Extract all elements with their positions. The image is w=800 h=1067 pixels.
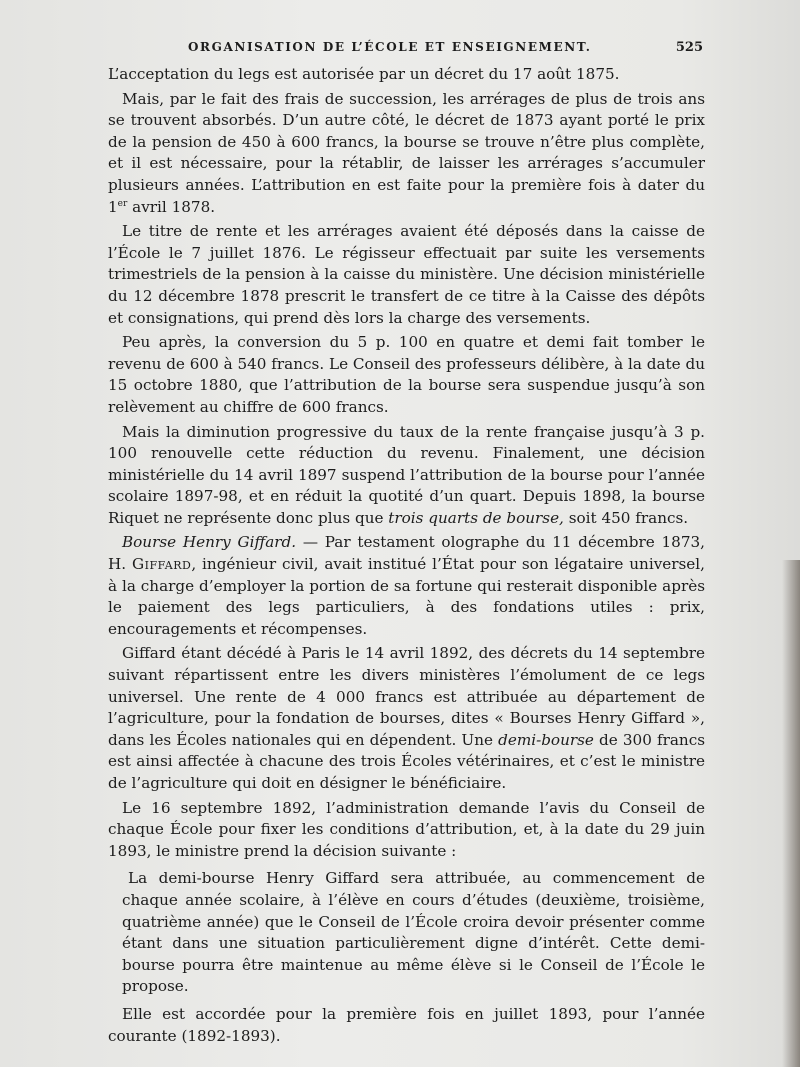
- ordinal-superscript: er: [117, 198, 128, 209]
- paragraph-4: Peu après, la conversion du 5 p. 100 en quatre et demi fait tomber le revenu de 600 à 540 francs. Le Conseil des professeurs délibère, à la date du 15 octobre 1880, que l’attribution de la bourse sera suspendue jusqu’à son relèvement au chiffre de 600 francs.: [108, 333, 705, 416]
- paragraph-5-text: Mais la diminution progressive du taux de la rente française jusqu’à 3 p. 100 renouvelle cette réduction du revenu. Finalement, une décision ministérielle du 14 avril 1897 suspend l’attribution de la bourse pour l’année scolaire 1897-98, et en réduit la quotité d’un quart. Depuis 1898, la bourse Riquet ne représente donc plus que: [108, 422, 705, 527]
- section-heading-giffard: Bourse Henry Giffard.: [122, 533, 297, 552]
- paragraph-6-text: — Par testament olographe du 11 décembre 1873, H.: [108, 533, 705, 574]
- running-title: ORGANISATION DE L’ÉCOLE ET ENSEIGNEMENT.: [188, 40, 592, 54]
- paragraph-8: Le 16 septembre 1892, l’administration demande l’avis du Conseil de chaque École pour fixer les conditions d’attribution, et, à la date du 29 juin 1893, le ministre prend la décision suivante :: [108, 798, 705, 860]
- name-small-caps: Giffard: [131, 555, 192, 574]
- paragraph-5-italic: trois quarts de bourse,: [388, 508, 564, 527]
- paragraph-2-end: avril 1878.: [127, 197, 216, 216]
- paragraph-5-end: soit 450 francs.: [563, 508, 689, 527]
- paragraph-7-text: Giffard étant décédé à Paris le 14 avril 1892, des décrets du 14 septembre suivant répartissent entre les divers ministères l’émolument de ce legs universel. Une rente de 4 000 francs est attribuée au département de l’agriculture, pour la fondation de bourses, dites « Bourses Henry Giffard », dans les Écoles nationales qui en dépendent. Une: [108, 644, 705, 749]
- paragraph-7-end: de 300 francs est ainsi affectée à chacune des trois Écoles vétérinaires, et c’est le ministre de l’agriculture qui doit en désigner le bénéficiaire.: [108, 730, 705, 792]
- paragraph-7: [108, 643, 705, 794]
- running-header: [108, 40, 703, 58]
- paragraph-1: L’acceptation du legs est autorisée par un décret du 17 août 1875.: [108, 65, 620, 83]
- paragraph-6: [108, 532, 705, 640]
- paragraph-3: Le titre de rente et les arrérages avaient été déposés dans la caisse de l’École le 7 juillet 1876. Le régisseur effectuait par suite les versements trimestriels de la pension à la caisse du ministère. Une décision ministérielle du 12 décembre 1878 prescrit le transfert de ce titre à la Caisse des dépôts et consignations, qui prend dès lors la charge des versements.: [108, 222, 705, 327]
- page-number: 525: [675, 40, 703, 55]
- paragraph-2: [108, 89, 705, 219]
- paragraph-7-italic: demi-bourse: [498, 730, 594, 749]
- page-edge-shadow: [782, 560, 800, 1067]
- paragraph-5: [108, 422, 705, 530]
- paragraph-10: Elle est accordée pour la première fois en juillet 1893, pour l’année courante (1892-1893).: [108, 1004, 705, 1045]
- page-body: [108, 64, 705, 1050]
- paragraph-2-text: Mais, par le fait des frais de succession, les arrérages de plus de trois ans se trouvent absorbés. D’un autre côté, le décret de 1873 ayant porté le prix de la pension de 450 à 600 francs, la bourse se trouve n’être plus complète, et il est nécessaire, pour la rétablir, de laisser les arrérages s’accumuler plusieurs années. L’attribution en est faite pour la première fois à dater du 1: [108, 89, 705, 216]
- paragraph-6-end: , ingénieur civil, avait institué l’État pour son légataire universel, à la charge d’employer la portion de sa fortune qui resterait disponible après le paiement des legs particuliers, à des fondations utiles : prix, encouragements et récompenses.: [108, 555, 705, 638]
- quoted-decision: La demi-bourse Henry Giffard sera attribuée, au commencement de chaque année scolaire, à l’élève en cours d’études (deuxième, troisième, quatrième année) que le Conseil de l’École croira devoir présenter comme étant dans une situation particulièrement digne d’intérêt. Cette demi-bourse pourra être maintenue au même élève si le Conseil de l’École le propose.: [122, 869, 705, 996]
